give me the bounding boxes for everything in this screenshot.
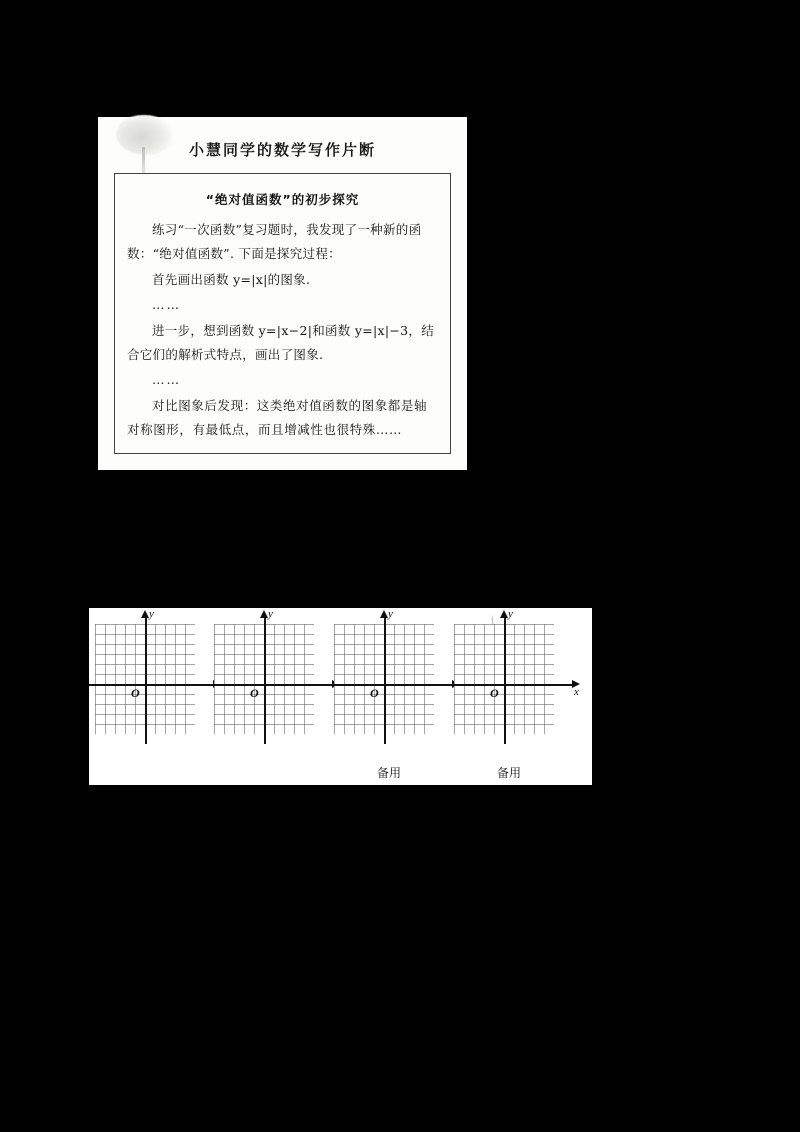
x-axis <box>208 684 334 686</box>
note-subtitle: “绝对值函数”的初步探究 <box>205 192 360 207</box>
x-axis <box>328 684 454 686</box>
handwriting-note-card <box>98 117 467 470</box>
y-axis-label: y <box>268 608 273 620</box>
y-axis-arrow-icon <box>380 610 388 618</box>
y-axis-label: y <box>508 608 513 620</box>
origin-label: O <box>490 686 499 700</box>
origin-label: O <box>131 686 140 700</box>
y-axis <box>504 614 506 744</box>
grid-caption-4: 备用 <box>496 766 521 780</box>
grid-lines <box>334 608 434 734</box>
x-axis <box>89 684 215 686</box>
note-inner-box <box>114 173 451 454</box>
coordinate-grid-3 <box>334 608 444 780</box>
x-axis-label: x <box>574 686 579 698</box>
note-paragraph-6: 对比图象后发现：这类绝对值函数的图象都是轴对称图形，有最低点，而且增减性也很特殊…… <box>127 397 428 437</box>
coordinate-grid-2 <box>214 608 324 744</box>
y-axis-arrow-icon <box>500 610 508 618</box>
grid-caption-3: 备用 <box>376 766 401 780</box>
note-paragraph-2: 首先画出函数 y=|x|的图象. <box>152 271 311 287</box>
y-axis-label: y <box>149 608 154 620</box>
y-axis-arrow-icon <box>141 610 149 618</box>
origin-label: O <box>370 686 379 700</box>
grid-lines <box>454 608 579 734</box>
coordinate-grid-strip <box>89 608 592 785</box>
grid-lines <box>214 608 314 734</box>
coordinate-grid-1 <box>95 608 205 744</box>
note-paragraph-4: 进一步，想到函数 y=|x−2|和函数 y=|x|−3，结合它们的解析式特点，画出了图象. <box>127 322 435 362</box>
note-paragraph-1: 练习“一次函数”复习题时，我发现了一种新的函数：“绝对值函数”. 下面是探究过程： <box>127 222 422 262</box>
note-card-title: 小慧同学的数学写作片断 <box>188 141 376 159</box>
y-axis <box>264 614 266 744</box>
note-paragraph-3: …… <box>152 297 181 313</box>
y-axis-arrow-icon <box>260 610 268 618</box>
y-axis <box>145 614 147 744</box>
y-axis-label: y <box>388 608 393 620</box>
y-axis <box>384 614 386 744</box>
grid-lines <box>95 608 195 734</box>
note-paragraph-5: …… <box>152 372 181 388</box>
origin-label: O <box>250 686 259 700</box>
x-axis <box>448 684 574 686</box>
coordinate-grid-4 <box>454 608 579 780</box>
